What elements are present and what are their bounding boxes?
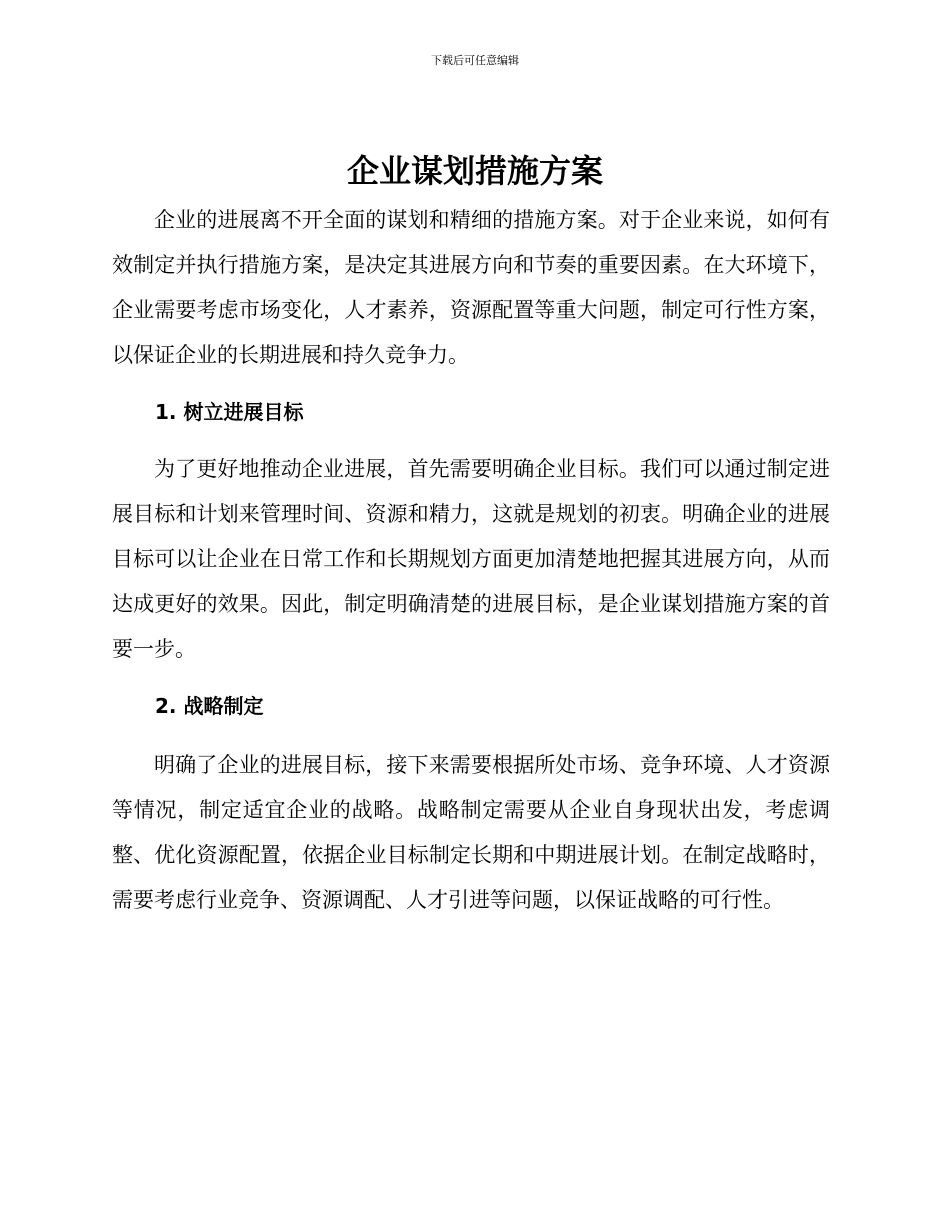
section-heading-goals: 1. 树立进展目标 [155, 400, 304, 424]
section-body-goals: 为了更好地推动企业进展，首先需要明确企业目标。我们可以通过制定进展目标和计划来管理时间、资源和精力，这就是规划的初衷。明确企业的进展目标可以让企业在日常工作和长期规划方面更加清楚地把握其进展方向，从而达成更好的效果。因此，制定明确清楚的进展目标，是企业谋划措施方案的首要一步。 [112, 457, 830, 661]
document-title: 企业谋划措施方案 [346, 152, 603, 190]
section-body-strategy: 明确了企业的进展目标，接下来需要根据所处市场、竞争环境、人才资源等情况，制定适宜企业的战略。战略制定需要从企业自身现状出发，考虑调整、优化资源配置，依据企业目标制定长期和中期进展计划。在制定战略时，需要考虑行业竞争、资源调配、人才引进等问题，以保证战略的可行性。 [112, 753, 830, 912]
intro-paragraph: 企业的进展离不开全面的谋划和精细的措施方案。对于企业来说，如何有效制定并执行措施方案，是决定其进展方向和节奏的重要因素。在大环境下，企业需要考虑市场变化，人才素养，资源配置等重大问题，制定可行性方案，以保证企业的长期进展和持久竞争力。 [112, 208, 830, 367]
header-note: 下载后可任意编辑 [431, 54, 519, 67]
section-heading-strategy: 2. 战略制定 [155, 694, 264, 718]
